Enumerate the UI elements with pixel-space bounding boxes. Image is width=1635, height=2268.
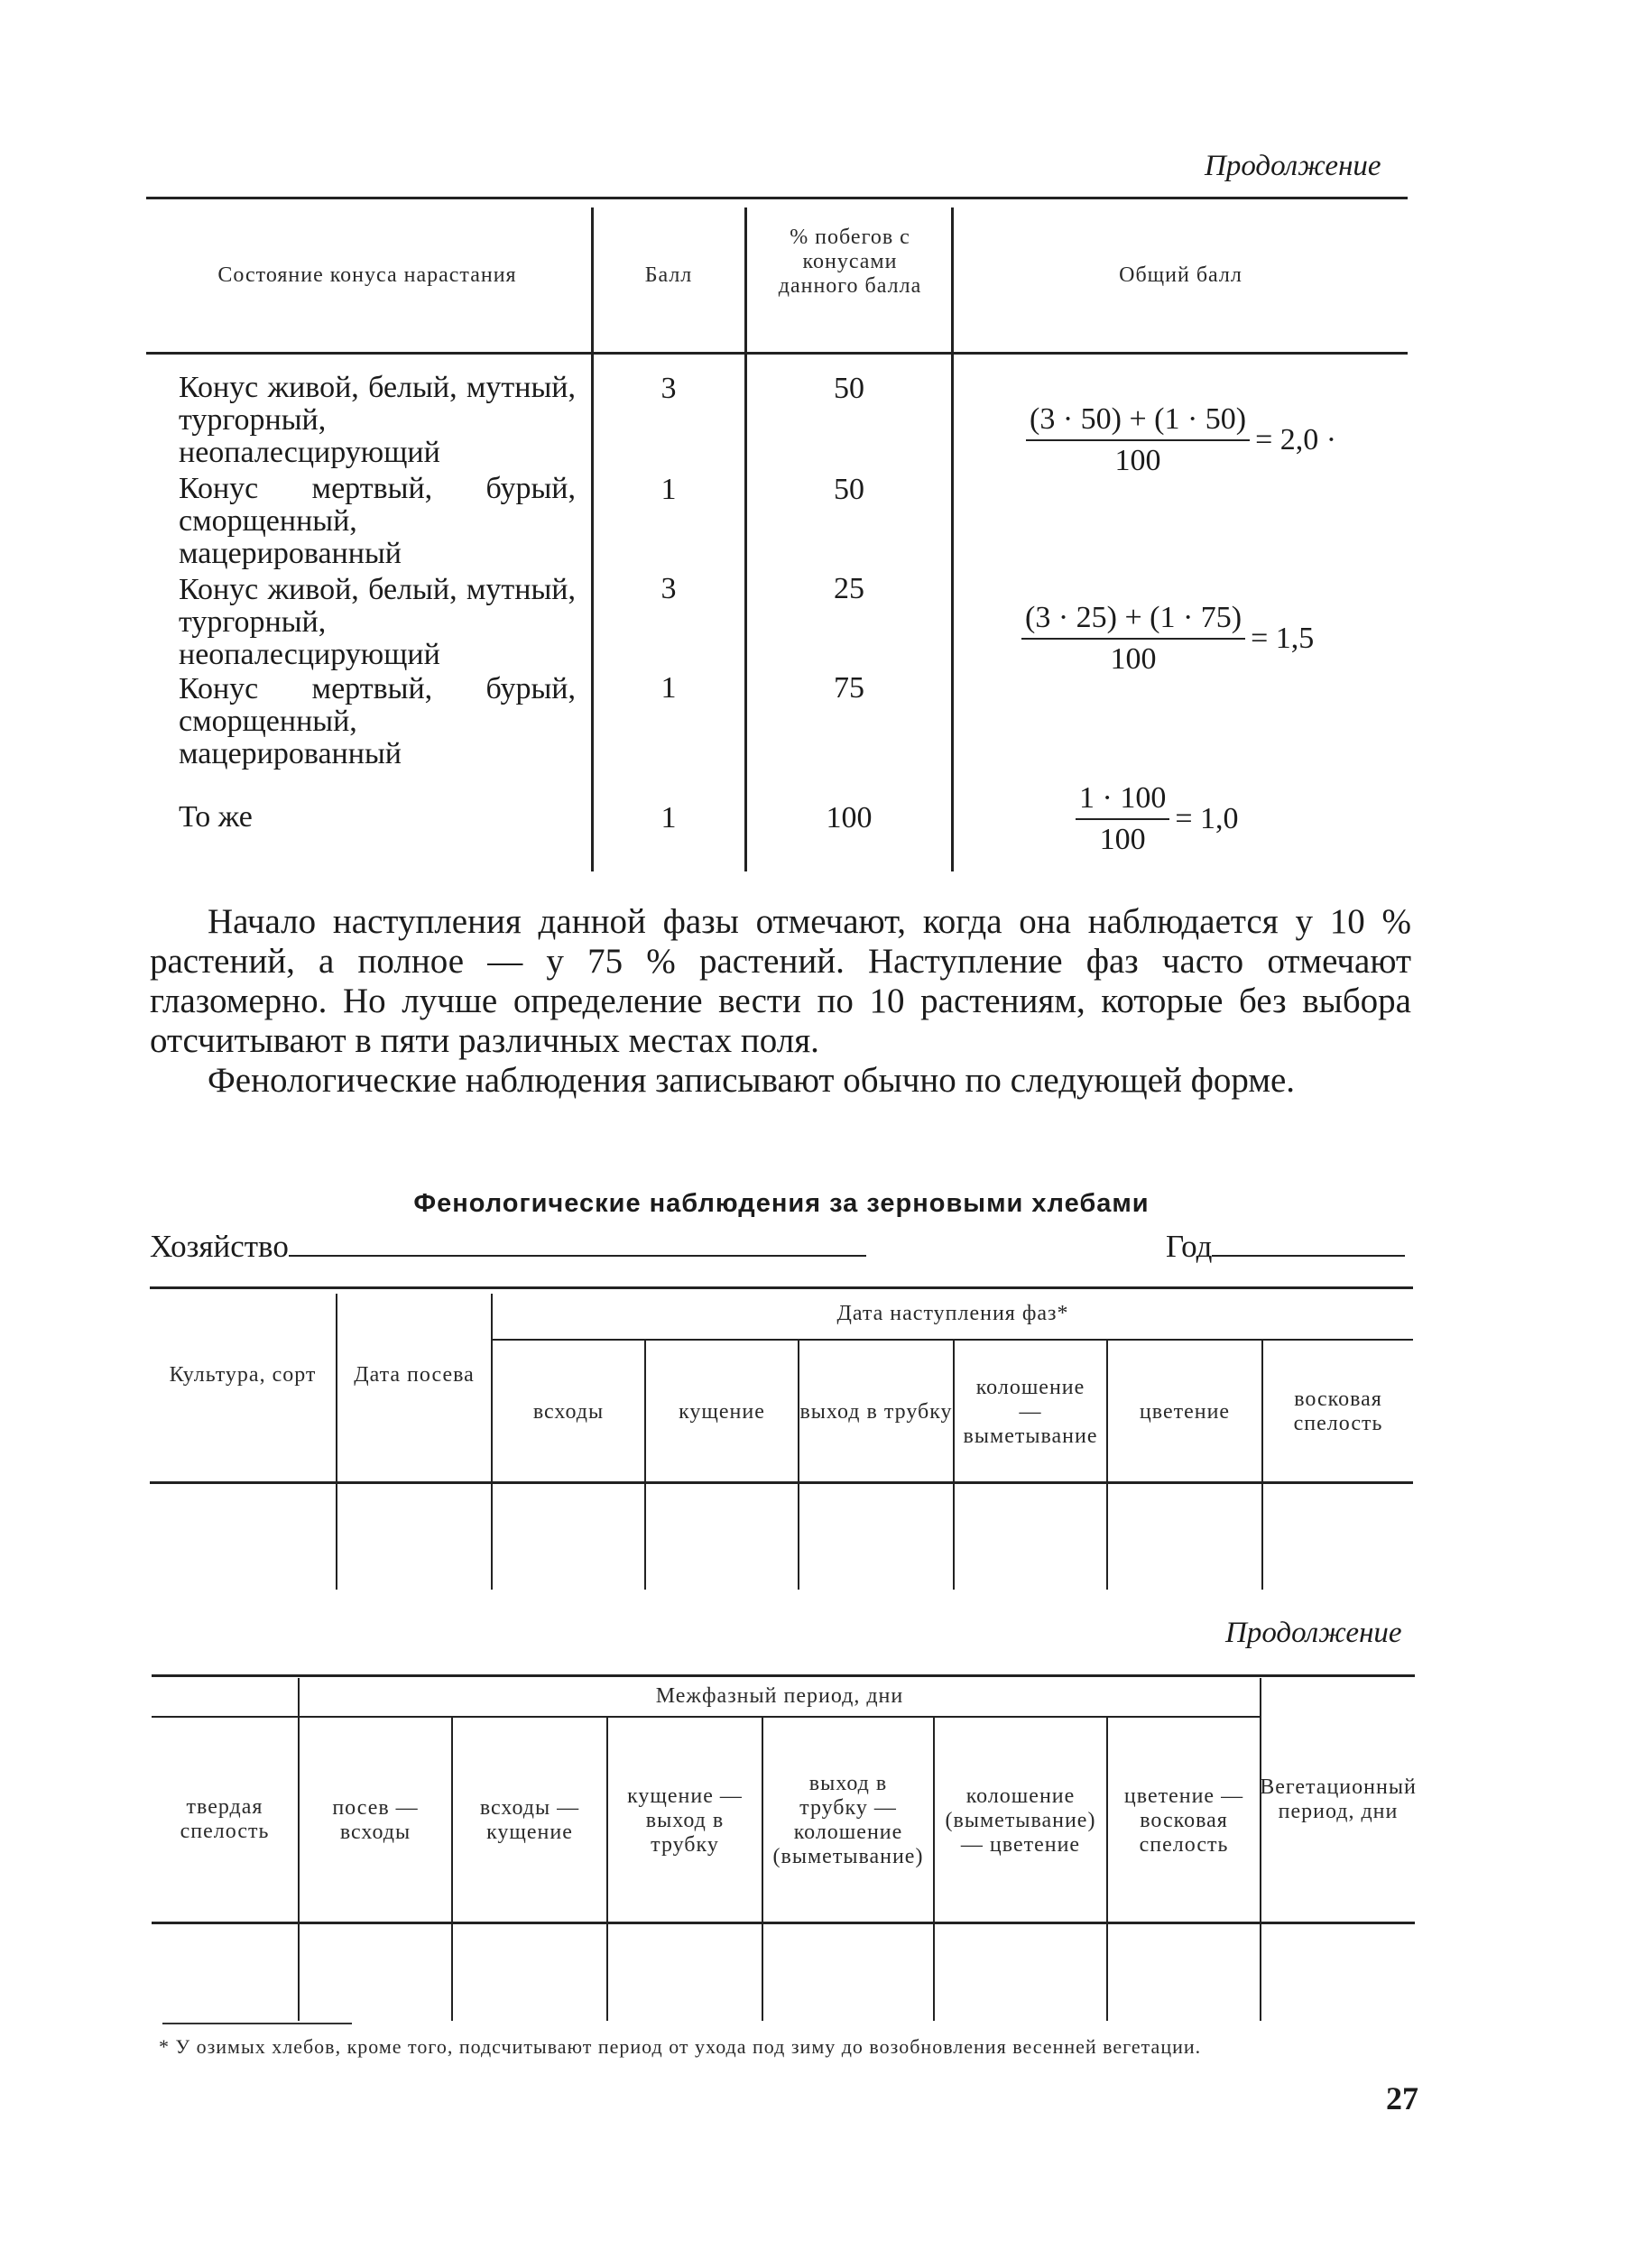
header-percent: % побегов с конусами данного балла <box>778 226 922 298</box>
continuation-label: Продолжение <box>1225 1617 1402 1649</box>
row-percent: 50 <box>834 473 864 506</box>
phase-header: кущение <box>679 1399 765 1424</box>
phase-header: всходы <box>532 1399 605 1424</box>
cone-score-table <box>146 195 1408 871</box>
period-header: цветение — восковая спелость <box>1123 1784 1244 1857</box>
formula-denominator: 100 <box>1110 642 1157 676</box>
row-score: 1 <box>660 671 677 705</box>
footnote: * У озимых хлебов, кроме того, подсчитывают период от ухода под зиму до возобновления весенней вегетации. <box>159 2035 1202 2058</box>
phase-header: колошение — выметывание <box>963 1375 1098 1448</box>
rule <box>150 1481 1413 1484</box>
formula-numerator: (3 · 25) + (1 · 75) <box>1021 601 1245 640</box>
formula-numerator: (3 · 50) + (1 · 50) <box>1026 402 1250 441</box>
row-percent: 100 <box>826 801 873 834</box>
header-score: Балл <box>644 263 693 287</box>
header-vegetation: Вегетационный период, дни <box>1260 1775 1417 1823</box>
continuation-label: Продолжение <box>1205 150 1381 182</box>
header-phase-group: Дата наступления фаз* <box>836 1301 1069 1325</box>
phase-header: выход в трубку <box>799 1399 953 1424</box>
row-score: 1 <box>660 801 677 834</box>
period-header: колошение (выметывание) — цветение <box>945 1784 1096 1857</box>
period-header: всходы — кущение <box>479 1796 580 1844</box>
body-text <box>150 902 1411 1101</box>
phenology-table <box>150 1286 1413 1590</box>
year-blank <box>1212 1254 1405 1257</box>
row-state: Конус живой, белый, мутный, тургорный, неопалесцирующий <box>179 371 576 469</box>
farm-field <box>150 1229 866 1265</box>
rule <box>152 1716 1261 1718</box>
period-header: кущение — выход в трубку <box>627 1784 743 1857</box>
formula-numerator: 1 · 100 <box>1076 781 1169 820</box>
table-header-rule <box>146 352 1408 355</box>
period-header: посев — всходы <box>332 1796 419 1844</box>
header-culture: Культура, сорт <box>169 1362 317 1387</box>
total-formula <box>1026 402 1336 478</box>
total-formula <box>1076 781 1239 857</box>
footnote-rule <box>162 2023 352 2024</box>
paragraph: Начало наступления данной фазы отмечают, когда она наблюдается у 10 % растений, а полное — у 75 % растений. Наступление фаз часто отмечают глазомерно. Но лучше определение вести по 10 растениям, которые без выбора отсчитывают в пяти различных местах поля. <box>150 902 1411 1060</box>
formula-result: = 1,5 <box>1251 622 1315 655</box>
year-field <box>1166 1229 1405 1265</box>
header-total: Общий балл <box>1119 263 1242 287</box>
formula-denominator: 100 <box>1099 823 1146 856</box>
row-state: Конус мертвый, бурый, сморщенный, мацерированный <box>179 672 576 770</box>
row-score: 3 <box>660 372 677 405</box>
form-title: Фенологические наблюдения за зерновыми хлебами <box>413 1189 1150 1218</box>
farm-label: Хозяйство <box>150 1229 289 1264</box>
column-divider <box>591 207 594 871</box>
year-label: Год <box>1166 1229 1213 1264</box>
total-formula <box>1021 601 1314 677</box>
row-score: 3 <box>660 572 677 605</box>
header-state: Состояние конуса нарастания <box>217 263 517 287</box>
page-number: 27 <box>1386 2080 1418 2116</box>
row-score: 1 <box>660 473 677 506</box>
row-percent: 50 <box>834 372 864 405</box>
formula-result: = 2,0 · <box>1255 423 1337 456</box>
table-top-rule <box>146 197 1408 199</box>
phase-header: цветение <box>1139 1399 1231 1424</box>
formula-result: = 1,0 <box>1175 802 1239 835</box>
row-percent: 25 <box>834 572 864 605</box>
interphase-table <box>152 1674 1415 2021</box>
header-interphase-group: Межфазный период, дни <box>655 1683 904 1708</box>
row-state: То же <box>179 800 253 834</box>
period-header: выход в трубку — колошение (выметывание) <box>772 1772 924 1868</box>
row-percent: 75 <box>834 671 864 705</box>
header-hard-ripeness: твердая спелость <box>180 1795 270 1843</box>
column-divider <box>951 207 954 871</box>
formula-denominator: 100 <box>1114 444 1161 477</box>
row-state: Конус мертвый, бурый, сморщенный, мацерированный <box>179 472 576 570</box>
phase-header: восковая спелость <box>1293 1388 1383 1435</box>
column-divider <box>744 207 747 871</box>
row-state: Конус живой, белый, мутный, тургорный, неопалесцирующий <box>179 573 576 671</box>
header-sowing-date: Дата посева <box>354 1362 475 1387</box>
rule <box>152 1922 1415 1924</box>
paragraph: Фенологические наблюдения записывают обычно по следующей форме. <box>208 1061 1296 1100</box>
farm-blank <box>289 1254 866 1257</box>
